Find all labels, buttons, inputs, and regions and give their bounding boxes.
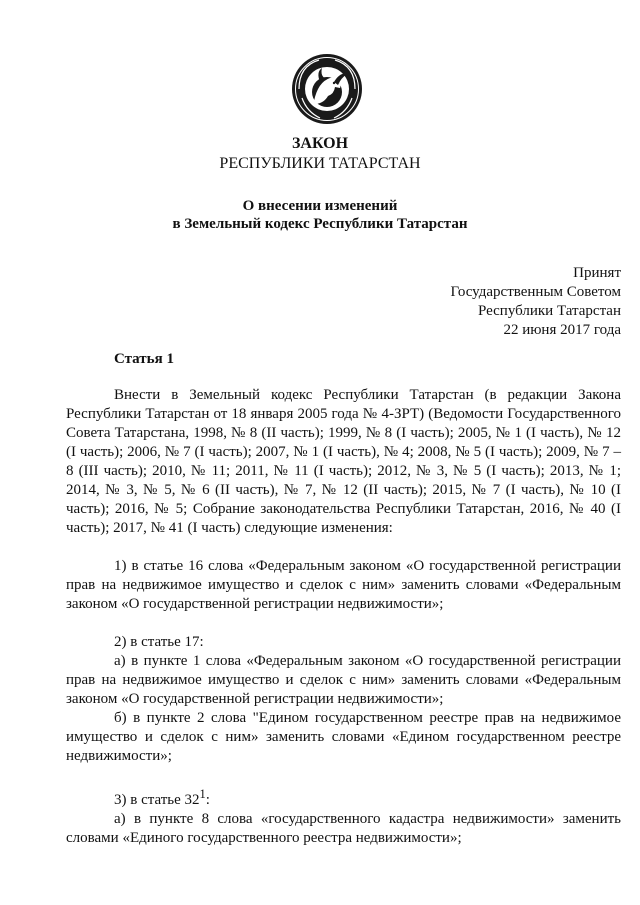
item-2-b: б) в пункте 2 слова "Едином государственном реестре прав на недвижимое имущество и сделок с ним» заменить словами «Едином государственном реестре недвижимости»; (66, 710, 621, 764)
adoption-line-3: Республики Татарстан (477, 303, 621, 319)
item-3-heading-text: 3) в статье 32 (114, 792, 200, 808)
issuing-republic: РЕСПУБЛИКИ ТАТАРСТАН (219, 155, 421, 172)
article-intro: Внести в Земельный кодекс Республики Татарстан (в редакции Закона Республики Татарстан от 18 января 2005 года № 4-ЗРТ) (Ведомости Государственного Совета Татарстана, 1998, № 8 (II часть); 1999, № 8 (I часть); 2005, № 1 (I часть), № 12 (I часть); 2006, № 7 (I часть); 2007, № 1 (I часть), № 4; 2008, № 5 (I часть); 2009, № 7 – 8 (III часть); 2010, № 11; 2011, № 11 (I часть); 2012, № 3, № 5 (I часть); 2013, № 1; 2014, № 3, № 5, № 6 (II часть), № 7, № 12 (II часть); 2015, № 7 (I часть), № 10 (I часть); 2016, № 5; Собрание законодательства Республики Татарстан, 2016, № 40 (I часть); 2017, № 41 (I часть) следующие изменения: (66, 387, 621, 536)
subject-line-2: в Земельный кодекс Республики Татарстан (172, 216, 468, 232)
adoption-line-2: Государственным Советом (450, 284, 621, 300)
item-1: 1) в статье 16 слова «Федеральным законом «О государственной регистрации прав на недвижимое имущество и сделок с ним» заменить словами «Федеральным законом «О государственной регистрации недвижимости»; (66, 558, 621, 612)
item-3-superscript: 1 (199, 787, 206, 801)
document-type: ЗАКОН (291, 135, 349, 152)
item-3-heading (66, 785, 621, 810)
tatarstan-coat-of-arms-icon (290, 52, 364, 126)
article-heading: Статья 1 (114, 351, 174, 367)
subject-line-1: О внесении изменений (242, 198, 398, 214)
adoption-block (451, 264, 622, 340)
article-body (66, 386, 621, 848)
item-3-a: а) в пункте 8 слова «государственного кадастра недвижимости» заменить словами «Единого государственного реестра недвижимости»; (66, 811, 621, 846)
item-3-heading-colon: : (205, 792, 210, 808)
item-2-a: а) в пункте 1 слова «Федеральным законом «О государственной регистрации прав на недвижимое имущество и сделок с ним» заменить словами «Федеральным законом «О государственной регистрации недвижимости»; (66, 653, 621, 707)
adoption-date: 22 июня 2017 года (503, 322, 621, 338)
item-2-heading: 2) в статье 17: (114, 634, 204, 650)
adoption-line-1: Принят (573, 265, 621, 281)
